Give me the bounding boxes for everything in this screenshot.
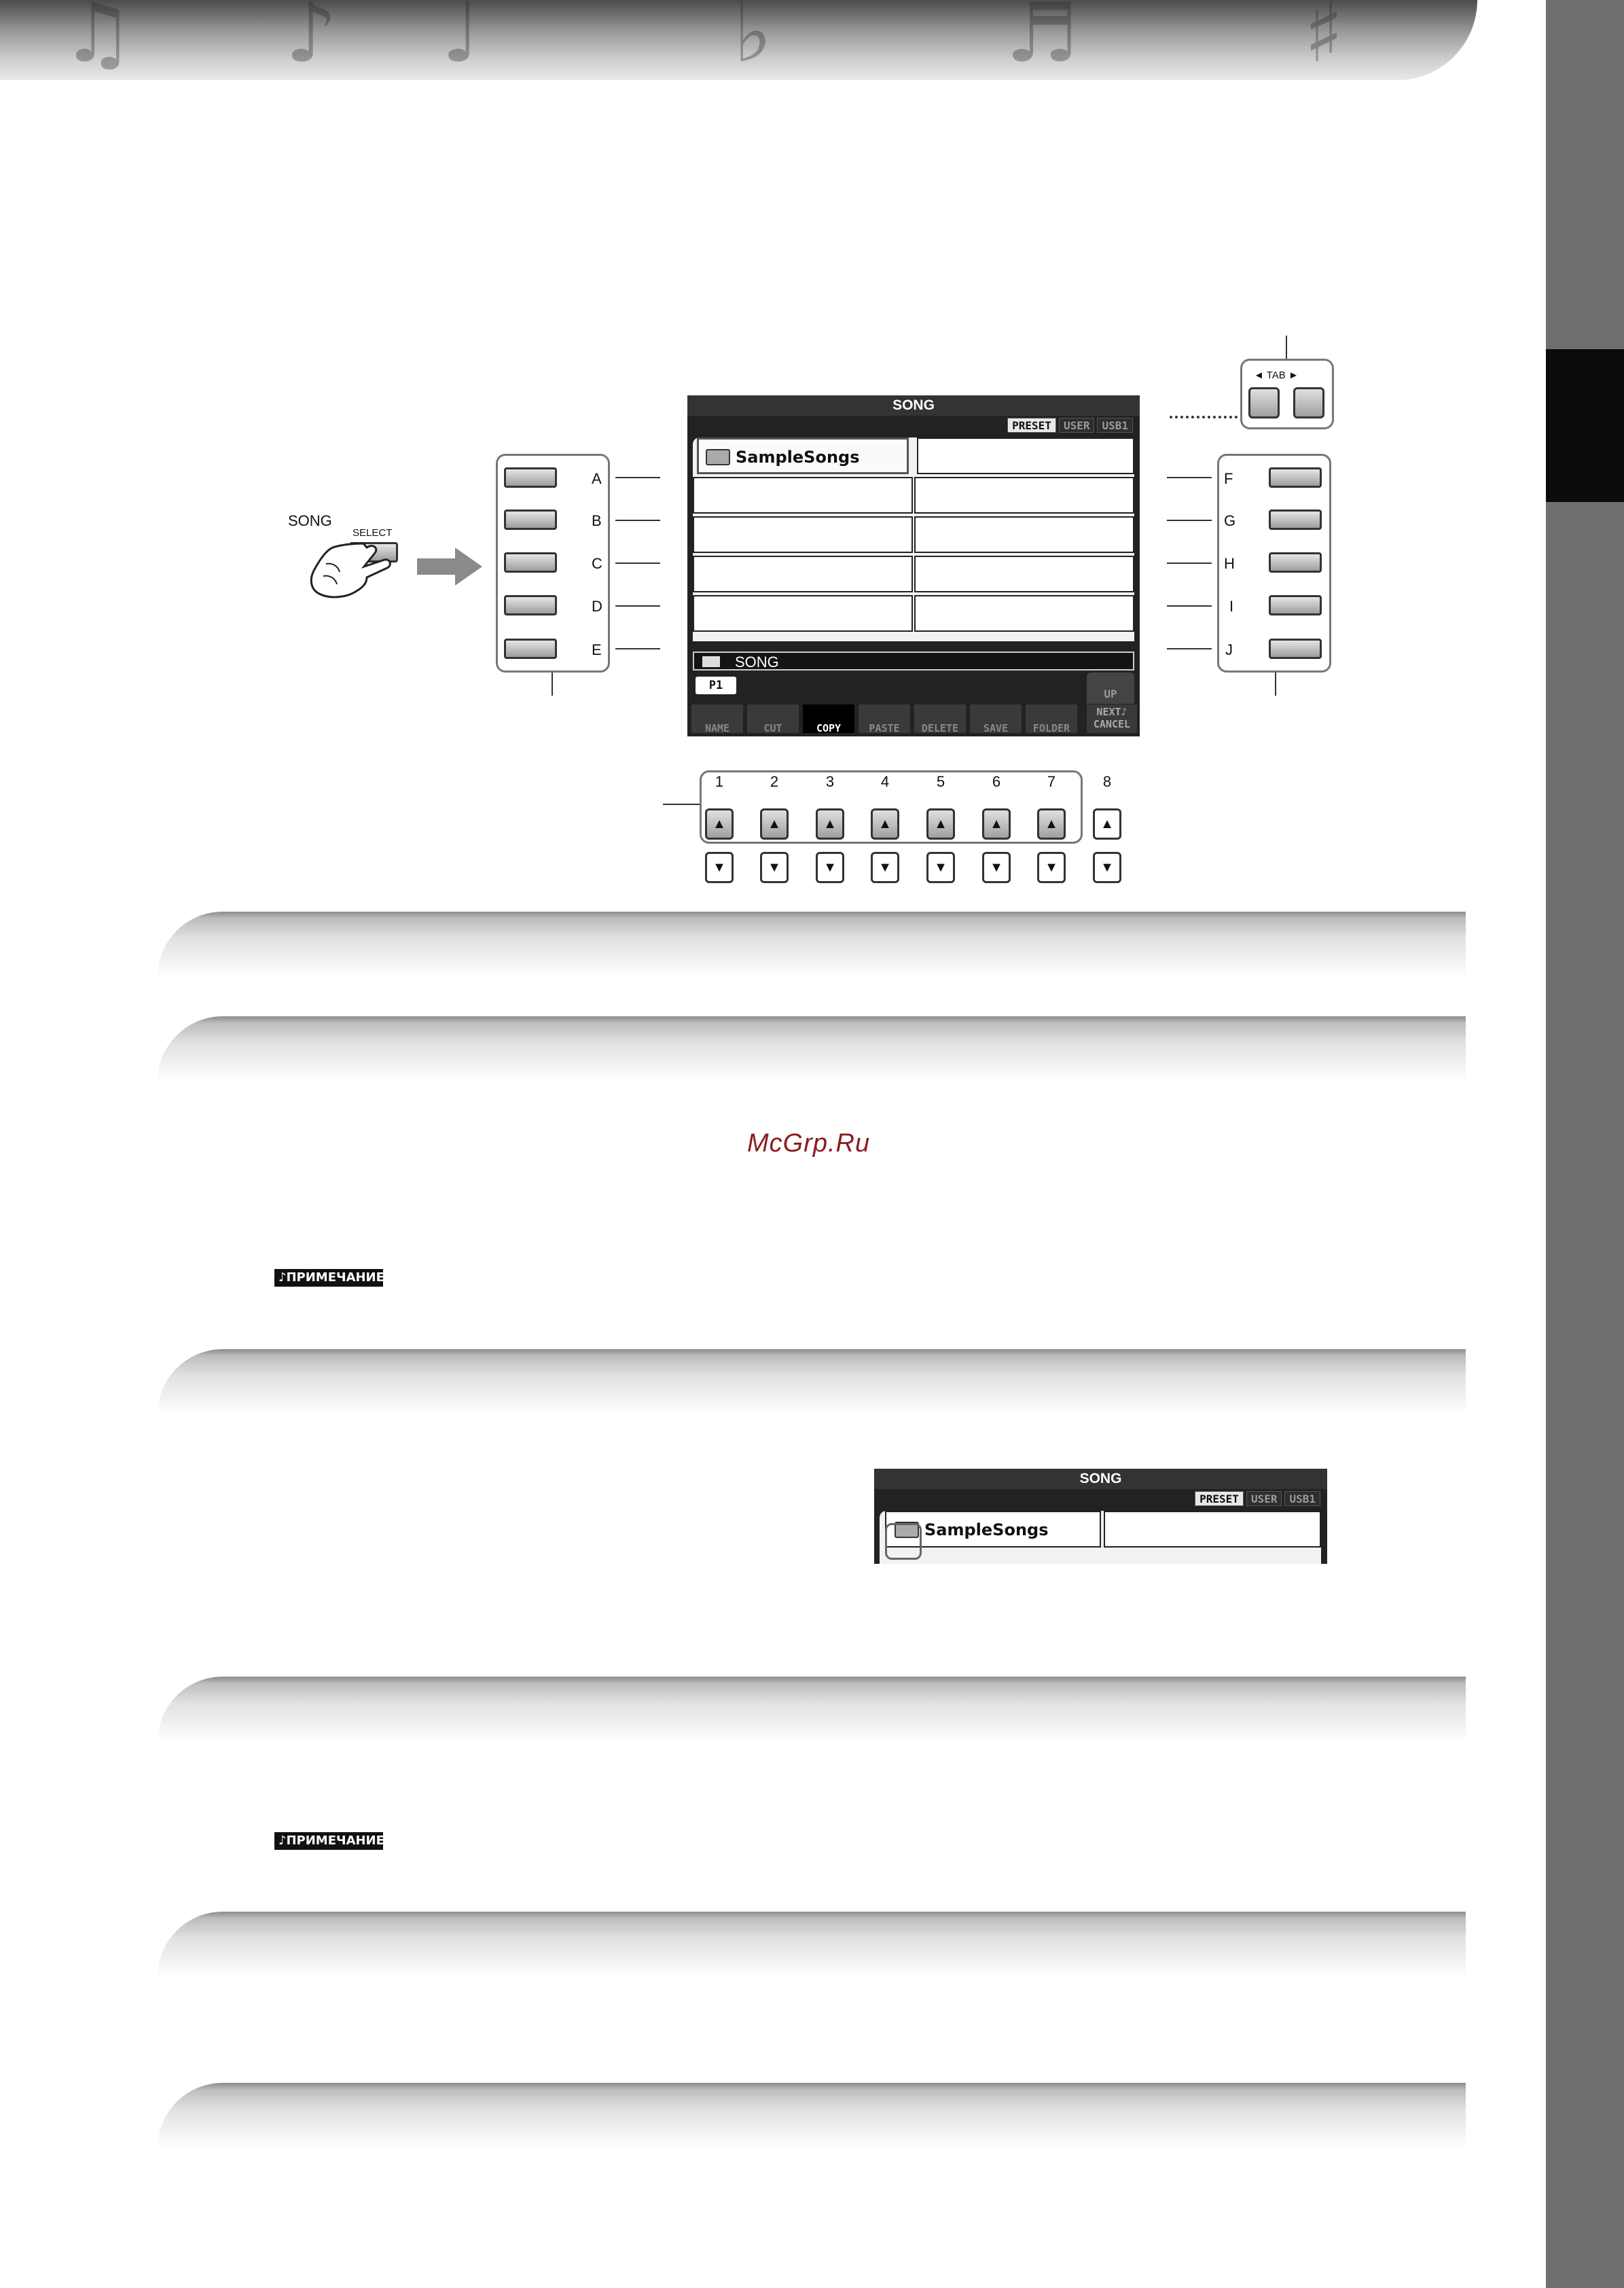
button-1-down[interactable]: ▼ <box>705 852 734 883</box>
side-strip <box>1546 0 1624 2288</box>
leader-line <box>615 477 660 478</box>
song-label: SONG <box>288 512 332 529</box>
music-note-icon: ♩ <box>441 0 480 80</box>
number-label-8: 8 <box>1102 773 1112 790</box>
button-e[interactable] <box>504 639 557 659</box>
button-f[interactable] <box>1269 467 1322 488</box>
letter-g: G <box>1224 512 1236 529</box>
lcd-folder-button[interactable]: FOLDER <box>1026 704 1077 733</box>
tab-usb1[interactable]: USB1 <box>1097 418 1133 433</box>
leader-line <box>1167 648 1212 649</box>
button-7-down[interactable]: ▼ <box>1037 852 1066 883</box>
letter-h: H <box>1224 555 1235 572</box>
file-item[interactable] <box>917 437 1134 474</box>
leader-line <box>1167 605 1212 607</box>
lcd-save-button[interactable]: SAVE <box>970 704 1022 733</box>
lcd-page-indicator: P1 <box>696 677 736 694</box>
callout-line <box>1275 673 1276 696</box>
lcd-path-text: SONG <box>735 654 779 671</box>
button-6-down[interactable]: ▼ <box>982 852 1011 883</box>
music-note-icon: ♭ <box>734 0 772 80</box>
file-item[interactable] <box>914 516 1134 553</box>
tab-right-button[interactable] <box>1293 387 1324 418</box>
number-label-7: 7 <box>1047 773 1056 790</box>
chapter-tab[interactable] <box>1546 349 1624 502</box>
number-label-5: 5 <box>936 773 945 790</box>
dotted-leader <box>1170 416 1238 418</box>
button-3-up[interactable]: ▲ <box>816 808 844 840</box>
letter-a: A <box>592 470 602 487</box>
file-list <box>693 437 1134 641</box>
lcd-tab-bar <box>1007 418 1133 433</box>
lcd-title: SONG <box>874 1469 1327 1489</box>
file-item[interactable] <box>914 595 1134 632</box>
lcd-screen-small <box>874 1469 1327 1564</box>
callout-line <box>1286 336 1287 359</box>
arrow-right-icon <box>417 548 482 586</box>
button-6-up[interactable]: ▲ <box>982 808 1011 840</box>
lcd-delete-button[interactable]: DELETE <box>914 704 966 733</box>
button-4-down[interactable]: ▼ <box>871 852 899 883</box>
folder-icon <box>706 449 730 465</box>
number-label-2: 2 <box>770 773 779 790</box>
file-item[interactable] <box>693 556 913 592</box>
file-item[interactable] <box>693 516 913 553</box>
file-name: SampleSongs <box>924 1520 1049 1539</box>
button-j[interactable] <box>1269 639 1322 659</box>
music-note-icon: ♯ <box>1304 0 1344 80</box>
lcd-copy-button[interactable]: COPY <box>803 704 854 733</box>
section-header-bar <box>158 912 1466 977</box>
letter-d: D <box>592 598 602 615</box>
section-header-bar <box>158 1677 1466 1742</box>
letter-b: B <box>592 512 602 529</box>
pointing-hand-icon <box>299 523 408 605</box>
callout-line <box>552 673 553 696</box>
lcd-next-cancel-button[interactable] <box>1087 704 1137 733</box>
button-a[interactable] <box>504 467 557 488</box>
leader-line <box>1167 477 1212 478</box>
letter-f: F <box>1224 470 1233 487</box>
leader-line <box>615 648 660 649</box>
lcd-title: SONG <box>687 395 1140 416</box>
button-8-down[interactable]: ▼ <box>1093 852 1121 883</box>
note-label: ♪ПРИМЕЧАНИЕ <box>274 1832 383 1850</box>
folder-icon <box>702 656 720 667</box>
music-note-icon: ♪ <box>285 0 338 80</box>
lcd-cut-button[interactable]: CUT <box>747 704 799 733</box>
button-3-down[interactable]: ▼ <box>816 852 844 883</box>
file-item[interactable] <box>693 595 913 632</box>
tab-preset[interactable]: PRESET <box>1007 418 1056 433</box>
letter-e: E <box>592 641 602 658</box>
watermark: McGrp.Ru <box>747 1129 871 1158</box>
number-label-4: 4 <box>880 773 890 790</box>
button-2-down[interactable]: ▼ <box>760 852 789 883</box>
letter-i: I <box>1229 598 1234 615</box>
letter-j: J <box>1225 641 1233 658</box>
lcd-path-bar <box>693 651 1134 671</box>
file-item[interactable] <box>914 556 1134 592</box>
leader-line <box>1167 520 1212 521</box>
lcd-paste-button[interactable]: PASTE <box>859 704 910 733</box>
section-header-bar <box>158 1349 1466 1414</box>
button-2-up[interactable]: ▲ <box>760 808 789 840</box>
leader-line <box>615 605 660 607</box>
file-item[interactable] <box>914 477 1134 514</box>
file-item-selected[interactable] <box>697 437 909 474</box>
button-4-up[interactable]: ▲ <box>871 808 899 840</box>
leader-line <box>663 804 700 805</box>
header-banner <box>0 0 1477 80</box>
lcd-name-button[interactable]: NAME <box>691 704 743 733</box>
button-b[interactable] <box>504 510 557 530</box>
number-label-1: 1 <box>715 773 724 790</box>
file-item[interactable] <box>693 477 913 514</box>
select-label: SELECT <box>353 527 393 539</box>
note-label: ♪ПРИМЕЧАНИЕ <box>274 1269 383 1287</box>
button-5-up[interactable]: ▲ <box>926 808 955 840</box>
button-1-up[interactable]: ▲ <box>705 808 734 840</box>
folder-highlight-ring <box>885 1523 922 1560</box>
button-5-down[interactable]: ▼ <box>926 852 955 883</box>
bass-clef-icon: ♬ <box>1005 0 1079 80</box>
file-list <box>880 1511 1321 1564</box>
lcd-tab-bar <box>1195 1491 1320 1506</box>
button-8-up[interactable]: ▲ <box>1093 808 1121 840</box>
lcd-cancel-label: CANCEL <box>1093 718 1131 730</box>
leader-line <box>615 520 660 521</box>
tab-label: ◄ TAB ► <box>1254 370 1299 381</box>
section-header-bar <box>158 1912 1466 1977</box>
section-header-bar <box>158 2083 1466 2148</box>
tab-user[interactable]: USER <box>1059 418 1095 433</box>
tab-preset[interactable]: PRESET <box>1195 1491 1244 1506</box>
button-c[interactable] <box>504 552 557 573</box>
file-name: SampleSongs <box>736 448 860 467</box>
music-note-icon: ♫ <box>61 0 134 80</box>
button-7-up[interactable]: ▲ <box>1037 808 1066 840</box>
leader-line <box>1167 562 1212 564</box>
lcd-next-label: NEXT♪ <box>1096 706 1127 718</box>
button-h[interactable] <box>1269 552 1322 573</box>
tab-usb1[interactable]: USB1 <box>1284 1491 1320 1506</box>
letter-c: C <box>592 555 602 572</box>
button-g[interactable] <box>1269 510 1322 530</box>
number-label-6: 6 <box>992 773 1001 790</box>
tab-user[interactable]: USER <box>1246 1491 1282 1506</box>
number-label-3: 3 <box>825 773 835 790</box>
button-i[interactable] <box>1269 595 1322 615</box>
button-d[interactable] <box>504 595 557 615</box>
file-item[interactable] <box>1104 1511 1321 1548</box>
tab-left-button[interactable] <box>1248 387 1280 418</box>
lcd-screen <box>687 395 1140 736</box>
lcd-up-button[interactable]: UP <box>1087 673 1134 704</box>
leader-line <box>615 562 660 564</box>
section-header-bar <box>158 1016 1466 1082</box>
